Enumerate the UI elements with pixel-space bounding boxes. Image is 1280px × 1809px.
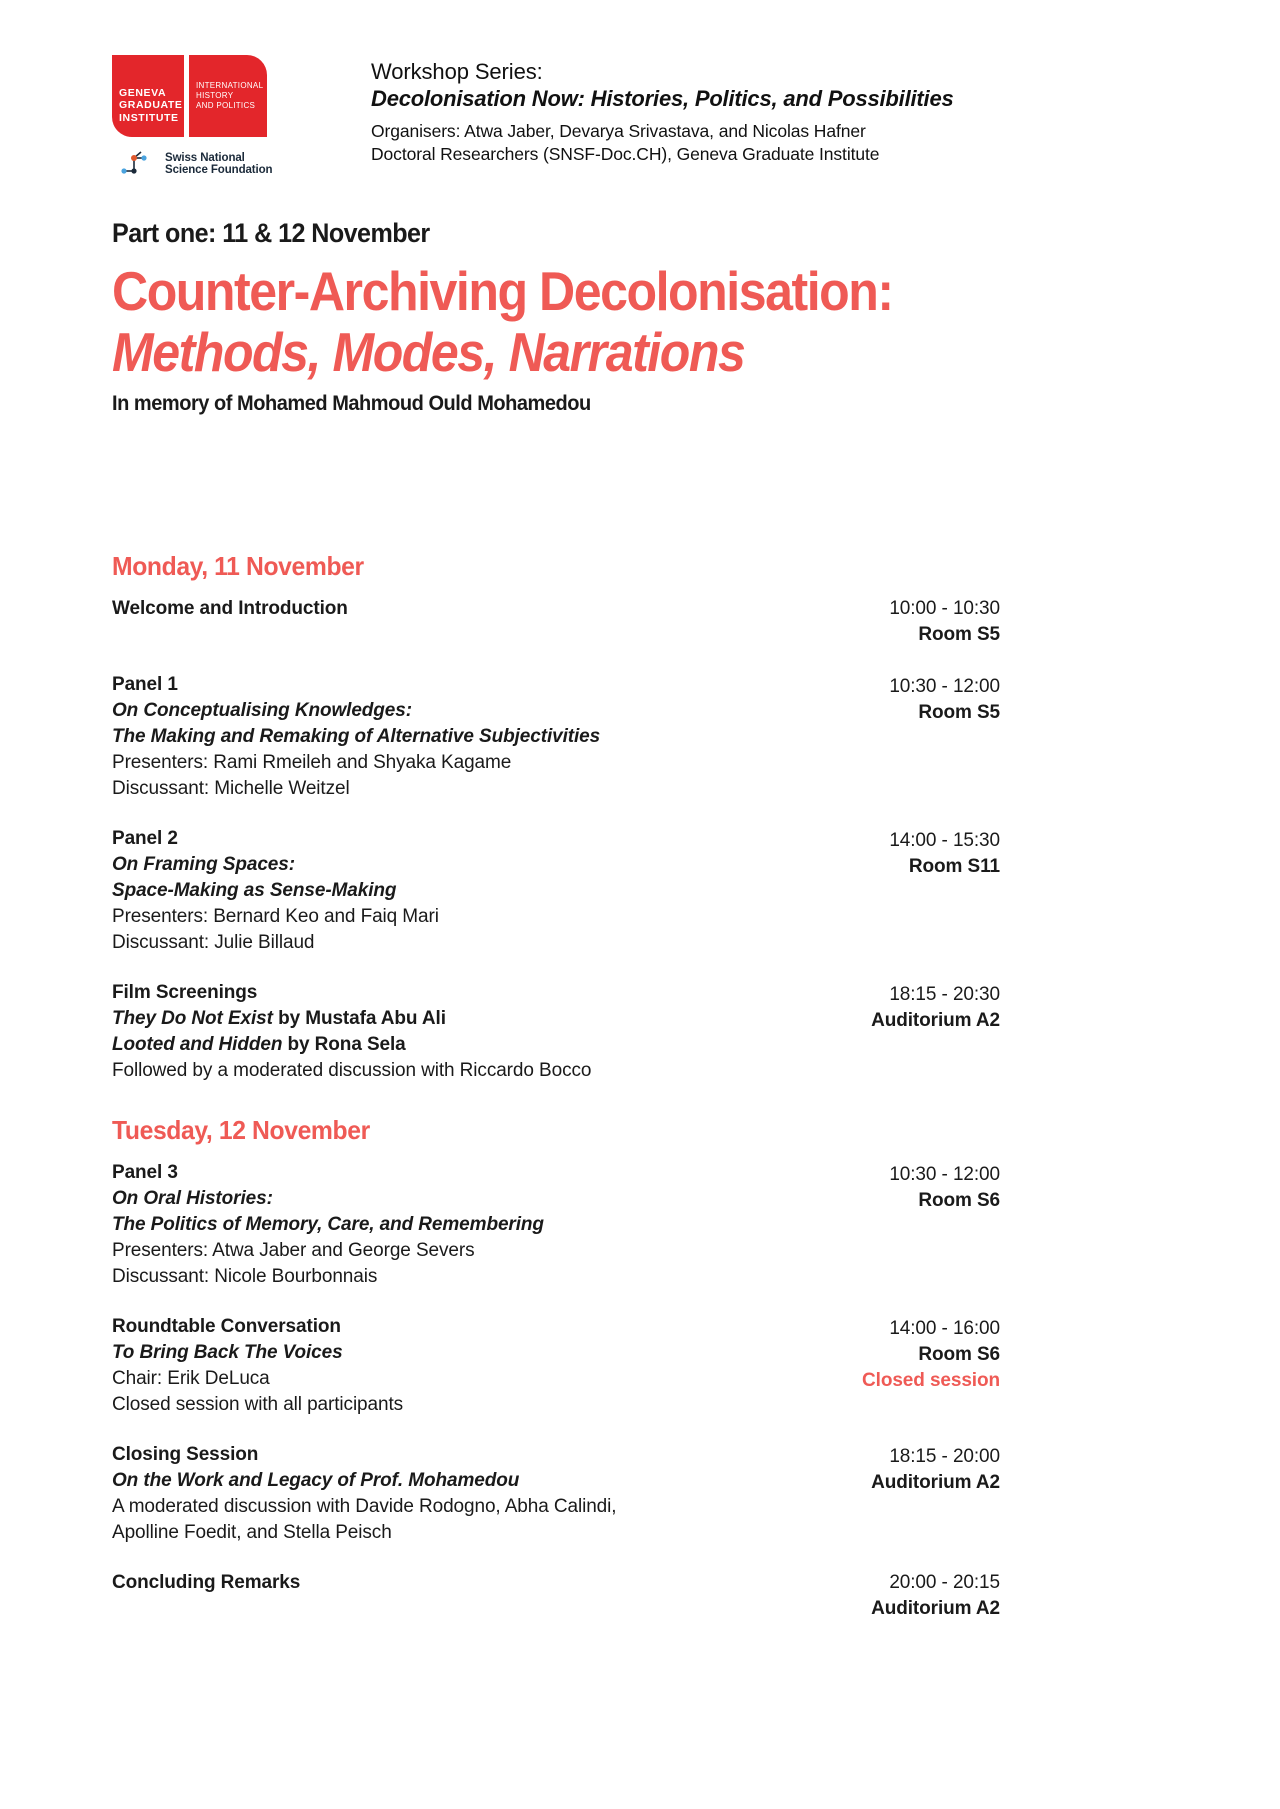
- geneva-graduate-institute-logo: [112, 55, 372, 137]
- session-time: 20:00 - 20:15: [889, 1572, 1000, 1593]
- session-line: Discussant: Michelle Weitzel: [112, 778, 350, 799]
- session-room: Auditorium A2: [871, 1010, 1000, 1031]
- session-line: Panel 2: [112, 828, 178, 849]
- swiss-national-science-foundation-logo: [112, 149, 372, 179]
- session-details: [112, 1570, 772, 1596]
- session-line: They Do Not Exist by Mustafa Abu Ali: [112, 1008, 446, 1029]
- day-heading: Tuesday, 12 November: [112, 1115, 370, 1145]
- schedule-row: [112, 596, 1000, 648]
- schedule-row: [112, 980, 1000, 1084]
- session-line: Followed by a moderated discussion with Riccardo Bocco: [112, 1060, 592, 1081]
- session-time: 10:00 - 10:30: [889, 598, 1000, 619]
- day-rows: [112, 596, 1000, 1084]
- session-time: 18:15 - 20:00: [889, 1446, 1000, 1467]
- session-line: Apolline Foedit, and Stella Peisch: [112, 1522, 392, 1543]
- session-time-location: [790, 1160, 1000, 1214]
- session-line: The Politics of Memory, Care, and Remembering: [112, 1214, 544, 1235]
- part-one-dates: Part one: 11 & 12 November: [112, 218, 430, 248]
- session-details: [112, 1160, 772, 1290]
- session-room: Room S6: [918, 1344, 1000, 1365]
- session-room: Auditorium A2: [871, 1472, 1000, 1493]
- memorial-dedication: In memory of Mohamed Mahmoud Ould Mohamedou: [112, 391, 591, 415]
- page-subtitle: Methods, Modes, Narrations: [112, 321, 745, 383]
- title-block: [112, 216, 1112, 416]
- session-details: [112, 1314, 772, 1418]
- session-line: On Oral Histories:: [112, 1188, 273, 1209]
- session-line: Presenters: Atwa Jaber and George Severs: [112, 1240, 475, 1261]
- session-details: [112, 672, 772, 802]
- session-line: Film Screenings: [112, 982, 258, 1003]
- session-time-location: [790, 596, 1000, 648]
- session-time: 10:30 - 12:00: [889, 1164, 1000, 1185]
- ggi-logo-left-panel: [112, 55, 184, 137]
- session-details: [112, 980, 772, 1084]
- session-line: To Bring Back The Voices: [112, 1342, 343, 1363]
- session-time: 14:00 - 15:30: [889, 830, 1000, 851]
- session-time: 10:30 - 12:00: [889, 676, 1000, 697]
- session-line: Closed session with all participants: [112, 1394, 404, 1415]
- schedule-row: [112, 1570, 1000, 1622]
- session-room: Auditorium A2: [871, 1598, 1000, 1619]
- session-details: [112, 1442, 772, 1546]
- session-time-location: [790, 980, 1000, 1034]
- session-line: Roundtable Conversation: [112, 1316, 341, 1337]
- session-line: Chair: Erik DeLuca: [112, 1368, 270, 1389]
- session-room: Room S6: [918, 1190, 1000, 1211]
- session-line: Closing Session: [112, 1444, 259, 1465]
- schedule-row: [112, 672, 1000, 802]
- schedule-row: [112, 826, 1000, 956]
- session-line: Looted and Hidden by Rona Sela: [112, 1034, 406, 1055]
- workshop-series-name: Decolonisation Now: Histories, Politics, and Possibilities: [371, 86, 954, 111]
- schedule: [112, 550, 1000, 1646]
- organisers-line: Organisers: Atwa Jaber, Devarya Srivastava, and Nicolas Hafner: [371, 121, 866, 141]
- day-heading: Monday, 11 November: [112, 551, 364, 581]
- session-time-location: [790, 672, 1000, 726]
- session-line: Discussant: Julie Billaud: [112, 932, 315, 953]
- session-line: Presenters: Bernard Keo and Faiq Mari: [112, 906, 439, 927]
- session-note-badge: Closed session: [862, 1370, 1000, 1391]
- session-time-location: [790, 1314, 1000, 1394]
- session-line: A moderated discussion with Davide Rodogno, Abha Calindi,: [112, 1496, 617, 1517]
- workshop-series-label: Workshop Series:: [371, 59, 543, 84]
- session-line: Panel 3: [112, 1162, 178, 1183]
- schedule-row: [112, 1160, 1000, 1290]
- ggi-logo-right-text: INTERNATIONAL HISTORY AND POLITICS: [196, 81, 264, 110]
- session-line: Discussant: Nicole Bourbonnais: [112, 1266, 378, 1287]
- session-line: Panel 1: [112, 674, 178, 695]
- schedule-row: [112, 1314, 1000, 1418]
- day-rows: [112, 1160, 1000, 1622]
- ggi-logo-left-text: GENEVA GRADUATE INSTITUTE: [119, 86, 183, 124]
- header-text-block: [371, 58, 1051, 166]
- session-details: [112, 826, 772, 956]
- session-line: Welcome and Introduction: [112, 598, 348, 619]
- session-time-location: [790, 1570, 1000, 1622]
- session-time-location: [790, 826, 1000, 880]
- session-time-location: [790, 1442, 1000, 1496]
- session-time: 18:15 - 20:30: [889, 984, 1000, 1005]
- schedule-row: [112, 1442, 1000, 1546]
- logo-block: [112, 55, 372, 179]
- session-line: Space-Making as Sense-Making: [112, 880, 397, 901]
- session-room: Room S11: [908, 856, 1000, 877]
- affiliation-line: Doctoral Researchers (SNSF-Doc.CH), Geneva Graduate Institute: [371, 144, 880, 164]
- session-line: Presenters: Rami Rmeileh and Shyaka Kagame: [112, 752, 512, 773]
- session-room: Room S5: [918, 702, 1000, 723]
- poster-header: [0, 0, 1280, 200]
- session-room: Room S5: [918, 624, 1000, 645]
- session-line: On Framing Spaces:: [112, 854, 295, 875]
- session-line: On the Work and Legacy of Prof. Mohamedou: [112, 1470, 520, 1491]
- session-time: 14:00 - 16:00: [889, 1318, 1000, 1339]
- session-line: The Making and Remaking of Alternative Subjectivities: [112, 726, 601, 747]
- snsf-logo-text: Swiss National Science Foundation: [165, 151, 273, 176]
- ggi-logo-right-panel: [189, 55, 267, 137]
- session-details: [112, 596, 772, 622]
- session-line: Concluding Remarks: [112, 1572, 301, 1593]
- page-title: Counter-Archiving Decolonisation:: [112, 260, 893, 322]
- session-line: On Conceptualising Knowledges:: [112, 700, 412, 721]
- snsf-network-icon: [114, 149, 158, 179]
